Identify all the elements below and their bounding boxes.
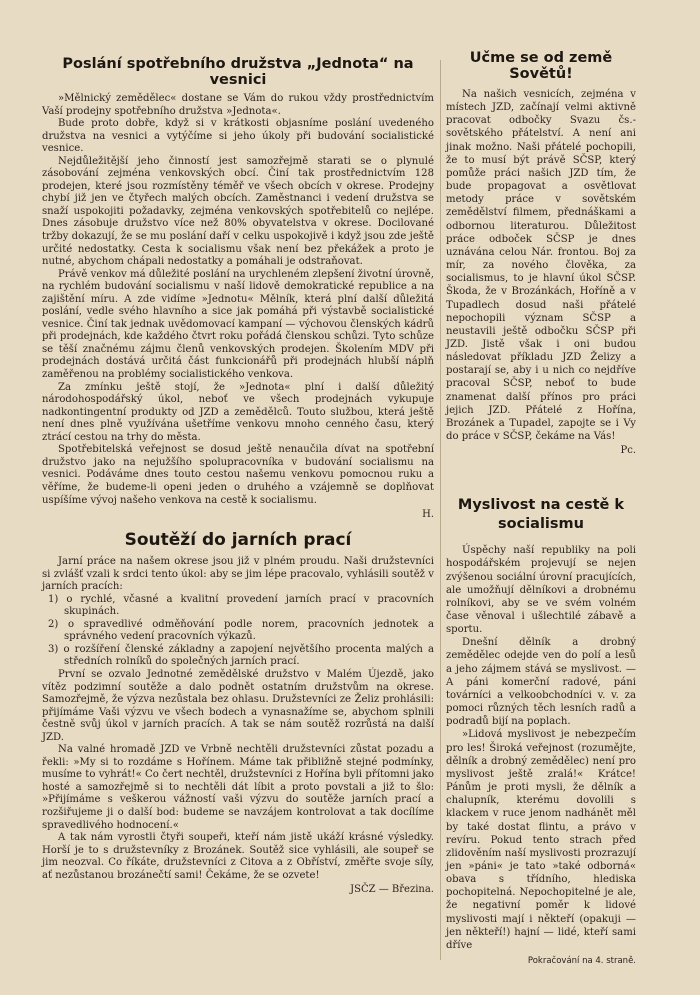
paragraph: Úspěchy naší republiky na poli hospodářském projevují se nejen zvýšenou sociální úrovní pracujících, ale umožňují dělníkovi a drobnému rolníkovi, aby se ve svém volném čase věnoval i ušlechtilé zábavě a sportu. [446, 545, 636, 636]
paragraph: »Mělnický zemědělec« dostane se Vám do rukou vždy prostřednictvím Vaší prodejny spotřebního družstva »Jednota«. [42, 93, 434, 117]
paragraph: Na našich vesnicích, zejména v místech JZD, začínají velmi aktivně pracovat odbočky Svazu čs.-sovětského přátelství. A není ani jinak možno. Naši přátelé pochopili, že to musí být právě SČSP, který pomůže práci našich JZD tím, že bude propagovat a osvětlovat metody práce v sovětském zemědělství filmem, přednáškami a odbornou literaturou. Důležitost práce odboček SČSP je dnes uznávána celou Nár. frontou. Boj za mír, za nového člověka, za socialismus, to je hlavní úkol SČSP. Škoda, že v Brozánkách, Hoříně a v Tupadlech dosud naši přátelé nepochopili význam SČSP a neustavili ještě odbočku SČSP při JZD. Jistě však i oni budou následovat příkladu JZD Želizy a postarají se, aby i u nich co nejdříve pracoval SČSP, neboť to bude znamenat další přínos pro práci jejich JZD. Přátelé z Hořína, Brozánek a Tupadel, zapojte se i Vy do práce v SČSP, čekáme na Vás! [446, 89, 636, 443]
article-title-sovety: Učme se od země Sovětů! [469, 50, 613, 82]
paragraph: Právě venkov má důležité poslání na urychleném zlepšení životní úrovně, na rychlém budování socialismu v naší lidově demokratické republice a na zajištění míru. A zde vidíme »Jednotu« Mělník, která plní další důležitá poslání, vedle svého hlavního a sice jak pomáhá při výstavbě socialistické vesnice. Činí tak jednak uvědomovací kampaní — výchovou členských kádrů při prodejnách, kde každého čtvrt roku pořádá členskou schůzi. Tyto schůze se těší značnému zájmu členů venkovských prodejen. Školením MDV při prodejnách dostává určitá část funkcionářů při prodejnách hlubší náplň zaměřenou na problémy socialistického venkova. [42, 268, 434, 381]
paragraph: Bude proto dobře, když si v krátkosti objasníme poslání uvedeného družstva na vesnici a vytýčíme si jeho úkoly při budování socialistické vesnice. [42, 118, 434, 155]
paragraph: A tak nám vyrostli čtyři soupeři, kteří nám jistě ukáží krásné výsledky. Horší je to s družstevníky z Brozánek. Soutěž sice vyhlásili, ale soupeř se jim neozval. Co říkáte, družstevníci z Citova a z Obříství, změřte svoje síly, ať nezůstanou brozánečtí sami! Čekáme, že se ozvete! [42, 832, 434, 881]
left-column [42, 40, 434, 895]
continuation-note: Pokračování na 4. straně. [527, 956, 636, 967]
article-body-sovety [446, 88, 636, 456]
column-divider [440, 60, 441, 960]
paragraph: Spotřebitelská veřejnost se dosud ještě nenaučila dívat na spotřební družstvo jako na nejužšího spolupracovníka v budování socialismu na vesnici. Podáváme dnes touto cestou našemu venkovu pomocnou ruku a věříme, že budeme-li openi jeden o druhého a vzájemně se doplňovat uspíšíme vývoj našeho venkova na cestě k socialismu. [42, 444, 434, 506]
list-item: 1) o rychlé, včasné a kvalitní provedení jarních prací v pracovních skupinách. [48, 593, 434, 618]
author-signature: JSČZ — Březina. [350, 884, 434, 896]
article-title-souteze: Soutěží do jarních prací [124, 530, 352, 551]
paragraph: Nejdůležitější jeho činností jest samozřejmě starati se o plynulé zásobování zejména venkovských obcí. Činí tak prostřednictvím 128 prodejen, které jsou rozmístěny téměř ve všech obcích v okrese. Prodejny chybí již jen ve čtyřech malých obcích. Zaměstnanci i vedení družstva se snaží uspokojiti požadavky, zejména venkovských spotřebitelů co nejlépe. Dnes zásobuje družstvo více než 80% obyvatelstva v okrese. Docilované tržby dokazují, že se mu poslání daří v celku uspokojivě i když jsou zde ještě určité nedostatky. Cesta k socialismu však není bez překážek a proto je nutné, abychom chápali nedostatky a pomáhali je odstraňovat. [42, 155, 434, 268]
article-body-myslivost [446, 544, 636, 966]
author-signature: Pc. [620, 445, 636, 457]
article-body-souteze [42, 556, 434, 895]
article-body-jednota [42, 93, 434, 520]
paragraph: Dnešní dělník a drobný zemědělec odejde ven do polí a lesů a jeho zájmem stává se myslivost. — A páni komerční radové, páni továrníci a velkoobchodníci v. v. za pomoci různých těch lesních radů a podradů bijí na poplach. [446, 637, 636, 728]
competition-points [42, 594, 434, 669]
right-column [446, 50, 636, 966]
paragraph: Za zmínku ještě stojí, že »Jednota« plní i další důležitý národohospodářský úkol, neboť ve všech prodejnách vykupuje nadkontingentní produkty od JZD a zemědělců. Touto službou, která ještě není dnes plně využívána ušetříme venkovu mnoho cenného času, který ztrácí cestou na trhy do města. [42, 381, 434, 443]
list-item: 3) o rozšíření členské základny a zapojení největšího procenta malých a středních rolníků do společných jarních prací. [48, 643, 434, 668]
article-title-myslivost: Myslivost na cestě k socialismu [457, 497, 625, 533]
article-title-jednota: Poslání spotřebního družstva „Jednota“ na vesnici [62, 56, 414, 88]
paragraph: První se ozvalo Jednotné zemědělské družstvo v Malém Újezdě, jako vítěz podzimní soutěže a dalo podnět ostatním družstvům na okrese. Samozřejmě, že výzva nezůstala bez ohlasu. Družstevníci ze Želiz prohlásili: přijímáme Vaši výzvu ve všech bodech a vynasnažíme se, abychom splnili čestně svůj úkol v jarních pracích. A tak se nám soutěž rozrůstá na další JZD. [42, 668, 434, 743]
list-item: 2) o spravedlivé odměňování podle norem, pracovních jednotek a správného vedení pracovních výkazů. [48, 618, 434, 643]
paragraph: »Lidová myslivost je nebezpečím pro les! Široká veřejnost (rozumějte, dělník a drobný zemědělec) není pro myslivost ještě zralá!« Krátce! Pánům je proti mysli, že dělník a chalupník, kterému dovolili s klackem v ruce jenom nadhánět měl by také dostat flintu, a právo v revíru. Pokud tento strach před zlidověním naší myslivosti prozrazují jen »páni« je tato »také odborná« obava s třídního, hlediska pochopitelná. Nepochopitelné je ale, že negativní poměr k lidové myslivosti mají i někteří (opakuji — jen někteří!) hajní — lidé, kteří sami dříve [446, 729, 636, 951]
paragraph: Na valné hromadě JZD ve Vrbně nechtěli družstevníci zůstat pozadu a řekli: »My si to rozdáme s Hořínem. Máme tak přibližně stejné podmínky, musíme to vyhrát!« Co čert nechtěl, družstevníci z Hořína byli přítomni jako hosté a samozřejmě si to nechtěli dát líbit a proto povstali a již to šlo: »Přijímáme s veškerou vážností vaši výzvu do soutěže jarních prací a rozšiřujeme ji o další bod: budeme se navzájem kontrolovat a tak docílíme spravedlivého hodnocení.« [42, 744, 434, 831]
author-signature: H. [422, 509, 434, 521]
paragraph: Jarní práce na našem okrese jsou již v plném proudu. Naši družstevníci si zvlášť vzali k srdci tento úkol: aby se jim lépe pracovalo, vyhlásili soutěž v jarních pracích: [42, 556, 434, 593]
